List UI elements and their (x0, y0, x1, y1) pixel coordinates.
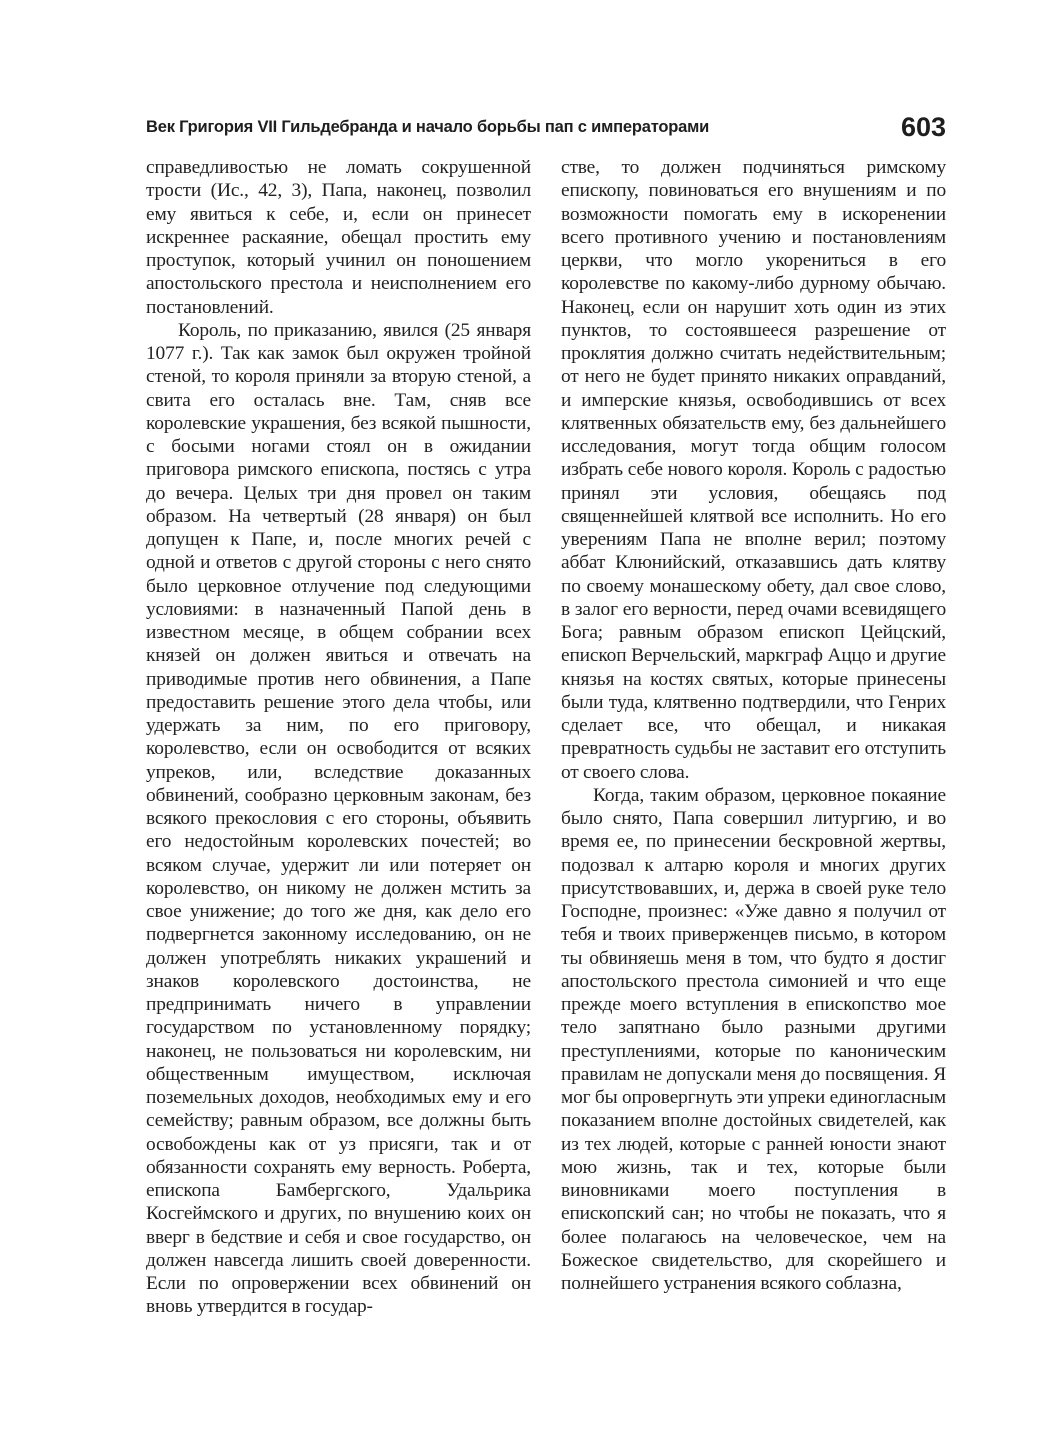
running-title: Век Григория VII Гильдебранда и начало борьбы пап с императорами (146, 118, 710, 136)
running-head (146, 112, 946, 148)
paragraph-continued: справедливостью не ломать сокрушенной трости (Ис., 42, 3), Папа, наконец, позволил ему явиться к себе, и, если он принесет искреннее раскаяние, обещал простить ему проступок, который учинил он поношением апостольского престола и неисполнением его постановлений. (146, 157, 531, 318)
right-column (561, 156, 946, 1295)
paragraph: Когда, таким образом, церковное покаяние было снято, Папа совершил литургию, и во время ее, по принесении бескровной жертвы, подозвал к алтарю короля и многих других присутствовавших, и, держа в своей руке тело Господне, произнес: «Уже давно я получил от тебя и твоих приверженцев письмо, в котором ты обвиняешь меня в том, что будто я достиг апостольского престола симонией и что еще прежде моего вступления в епископство мое тело запятнано было разными другими преступлениями, которые по каноническим правилам не допускали меня до посвящения. Я мог бы опровергнуть эти упреки единогласным показанием вполне достойных свидетелей, как из тех людей, которые с ранней юности знают мою жизнь, так и тех, которые были виновниками моего поступления в епископский сан; но чтобы не показать, что я более полагаюсь на человеческое, чем на Божеское свидетельство, для скорейшего и полнейшего устранения всякого соблазна, (561, 784, 946, 1294)
paragraph: Король, по приказанию, явился (25 января 1077 г.). Так как замок был окружен тройной стеной, то короля приняли за вторую стеной, а свита его осталась вне. Там, сняв все королевские украшения, без всякой пышности, с босыми ногами стоял он в ожидании приговора римского епископа, постясь с утра до вечера. Целых три дня провел он таким образом. На четвертый (28 января) он был допущен к Папе, и, после многих речей с одной и ответов с другой стороны с него снято было церковное отлучение под следующими условиями: в назначенный Папой день в известном месяце, в общем собрании всех князей он должен явиться и отвечать на приводимые против него обвинения, а Папе предоставить решение этого дела чтобы, или удержать за ним, по его приговору, королевство, если он освободится от всяких упреков, или, вследствие доказанных обвинений, сообразно церковным законам, без всякого прекословия с его стороны, объявить его недостойным королевских почестей; во всяком случае, удержит ли или потеряет он королевство, он никому не должен мстить за свое унижение; до того же дня, как дело его подвергнется законному исследованию, он не должен употреблять никаких украшений и знаков королевского достоинства, не предпринимать ничего в управлении государством по установленному порядку; наконец, не пользоваться ни королевским, ни общественным имуществом, исключая поземельных доходов, необходимых ему и его семейству; равным образом, все должны быть освобождены как от уз присяги, так и от обязанности сохранять ему верность. Роберта, епископа Бамбергского, Удальрика Косгеймского и других, по внушению коих он вверг в бедствие и себя и свое государство, он должен навсегда лишить своей доверенности. Если по опровержении всех обвинений он вновь утвердится в государ- (146, 319, 531, 1318)
left-column (146, 156, 531, 1319)
page-number: 603 (900, 112, 946, 142)
paragraph-continued: стве, то должен подчиняться римскому епископу, повиноваться его внушениям и по возможности помогать ему в искоренении всего противного учению и постановлениям церкви, что могло укорениться в его королевстве по какому-либо дурному обычаю. Наконец, если он нарушит хоть один из этих пунктов, то состоявшееся разрешение от проклятия должно считать недействительным; от него не будет принято никаких оправданий, и имперские князья, освободившись от всех клятвенных обязательств ему, без дальнейшего исследования, могут тогда общим голосом избрать себе нового короля. Король с радостью принял эти условия, обещаясь под священнейшей клятвой все исполнить. Но его уверениям Папа не вполне верил; поэтому аббат Клюнийский, отказавшись дать клятву по своему монашескому обету, дал свое слово, в залог его верности, перед очами всевидящего Бога; равным образом епископ Цейцский, епископ Верчельский, маркграф Аццо и другие князья на костях святых, которые принесены были туда, клятвенно подтвердили, что Генрих сделает все, что обещал, и никакая превратность судьбы не заставит его отступить от своего слова. (561, 157, 946, 783)
